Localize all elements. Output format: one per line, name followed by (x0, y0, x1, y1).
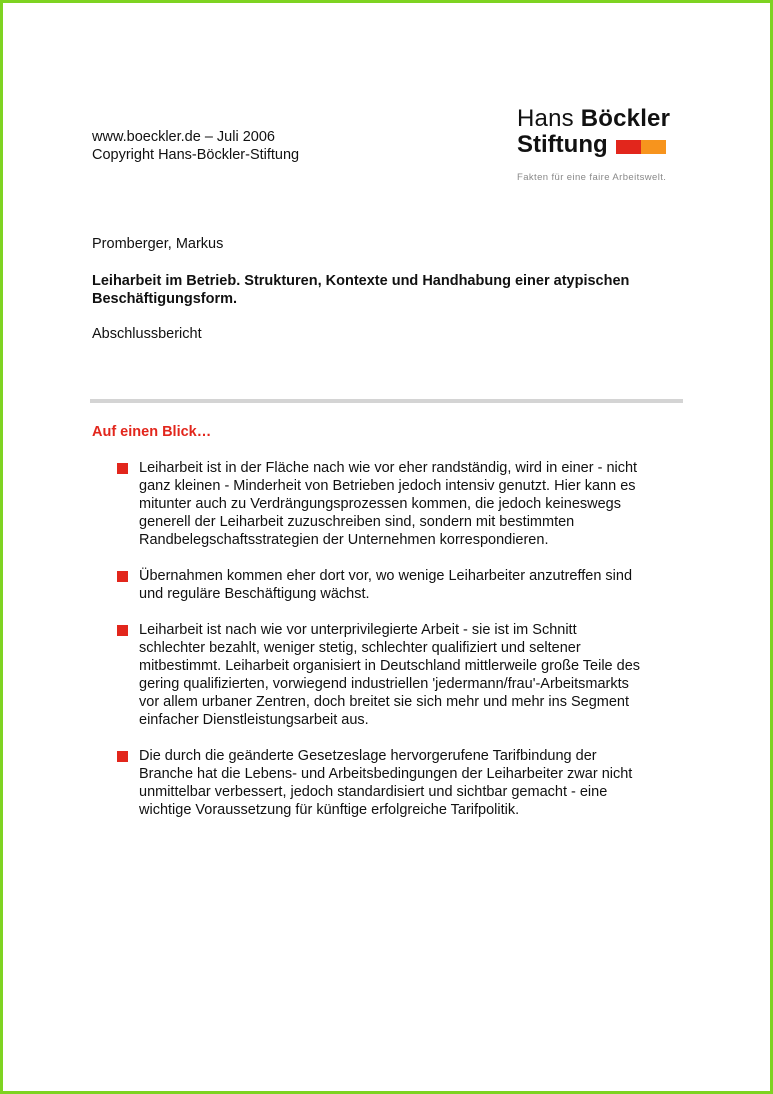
text-line: schlechter bezahlt, weniger stetig, schlechter qualifiziert und seltener (139, 640, 581, 656)
summary-list (117, 459, 697, 837)
text-line: Leiharbeit ist in der Fläche nach wie vor eher randständig, wird in einer - nicht (139, 460, 638, 476)
text-line: Randbelegschaftsstrategien der Unternehmen korrespondieren. (139, 532, 549, 548)
text-line: Branche hat die Lebens- und Arbeitsbedingungen der Leiharbeiter zwar nicht (139, 766, 633, 782)
list-item (117, 747, 697, 819)
title-line: Beschäftigungsform. (92, 291, 238, 307)
website-date: www.boeckler.de – Juli 2006 (92, 129, 275, 145)
bullet-square-icon (117, 625, 128, 636)
logo-word-boeckler: Böckler (580, 105, 671, 132)
list-item-text (139, 621, 640, 729)
text-line: unmittelbar verbessert, jedoch standardisiert und sichtbar gemacht - eine (139, 784, 608, 800)
logo-word-hans: Hans (517, 105, 574, 132)
author: Promberger, Markus (92, 236, 224, 252)
report-type: Abschlussbericht (92, 326, 202, 342)
text-line: generell der Leiharbeit zuzuschreiben sind, sondern mit bestimmten (139, 514, 575, 530)
bullet-square-icon (117, 751, 128, 762)
logo-word-stiftung: Stiftung (517, 131, 608, 158)
publication-meta (92, 128, 299, 164)
bullet-square-icon (117, 571, 128, 582)
bullet-square-icon (117, 463, 128, 474)
list-item (117, 567, 697, 603)
title-line: Leiharbeit im Betrieb. Strukturen, Kontexte und Handhabung einer atypischen (92, 273, 630, 289)
text-line: Übernahmen kommen eher dort vor, wo wenige Leiharbeiter anzutreffen sind (139, 568, 633, 584)
section-heading: Auf einen Blick… (92, 424, 212, 440)
hans-boeckler-logo (517, 106, 670, 183)
copyright: Copyright Hans-Böckler-Stiftung (92, 147, 300, 163)
text-line: Die durch die geänderte Gesetzeslage hervorgerufene Tarifbindung der (139, 748, 597, 764)
text-line: wichtige Voraussetzung für künftige erfolgreiche Tarifpolitik. (139, 802, 520, 818)
list-item-text (139, 459, 637, 549)
list-item-text (139, 747, 632, 819)
text-line: mitbestimmt. Leiharbeit organisiert in Deutschland mittlerweile große Teile des (139, 658, 641, 674)
logo-color-bars (616, 140, 666, 154)
list-item-text (139, 567, 632, 603)
text-line: mitunter auch zu Verdrängungsprozessen kommen, die jedoch keineswegs (139, 496, 621, 512)
text-line: einfacher Dienstleistungsarbeit aus. (139, 712, 369, 728)
divider (90, 399, 683, 403)
text-line: Leiharbeit ist nach wie vor unterprivilegierte Arbeit - sie ist im Schnitt (139, 622, 577, 638)
text-line: vor allem urbaner Zentren, doch breitet sie sich mehr und mehr ins Segment (139, 694, 630, 710)
text-line: ganz kleinen - Minderheit von Betrieben jedoch intensiv genutzt. Hier kann es (139, 478, 636, 494)
document-title (92, 272, 629, 308)
list-item (117, 621, 697, 729)
list-item (117, 459, 697, 549)
text-line: und reguläre Beschäftigung wächst. (139, 586, 370, 602)
logo-tagline: Fakten für eine faire Arbeitswelt. (517, 172, 667, 183)
text-line: gering qualifizierten, vorwiegend industriellen 'jedermann/frau'-Arbeitsmarkts (139, 676, 629, 692)
